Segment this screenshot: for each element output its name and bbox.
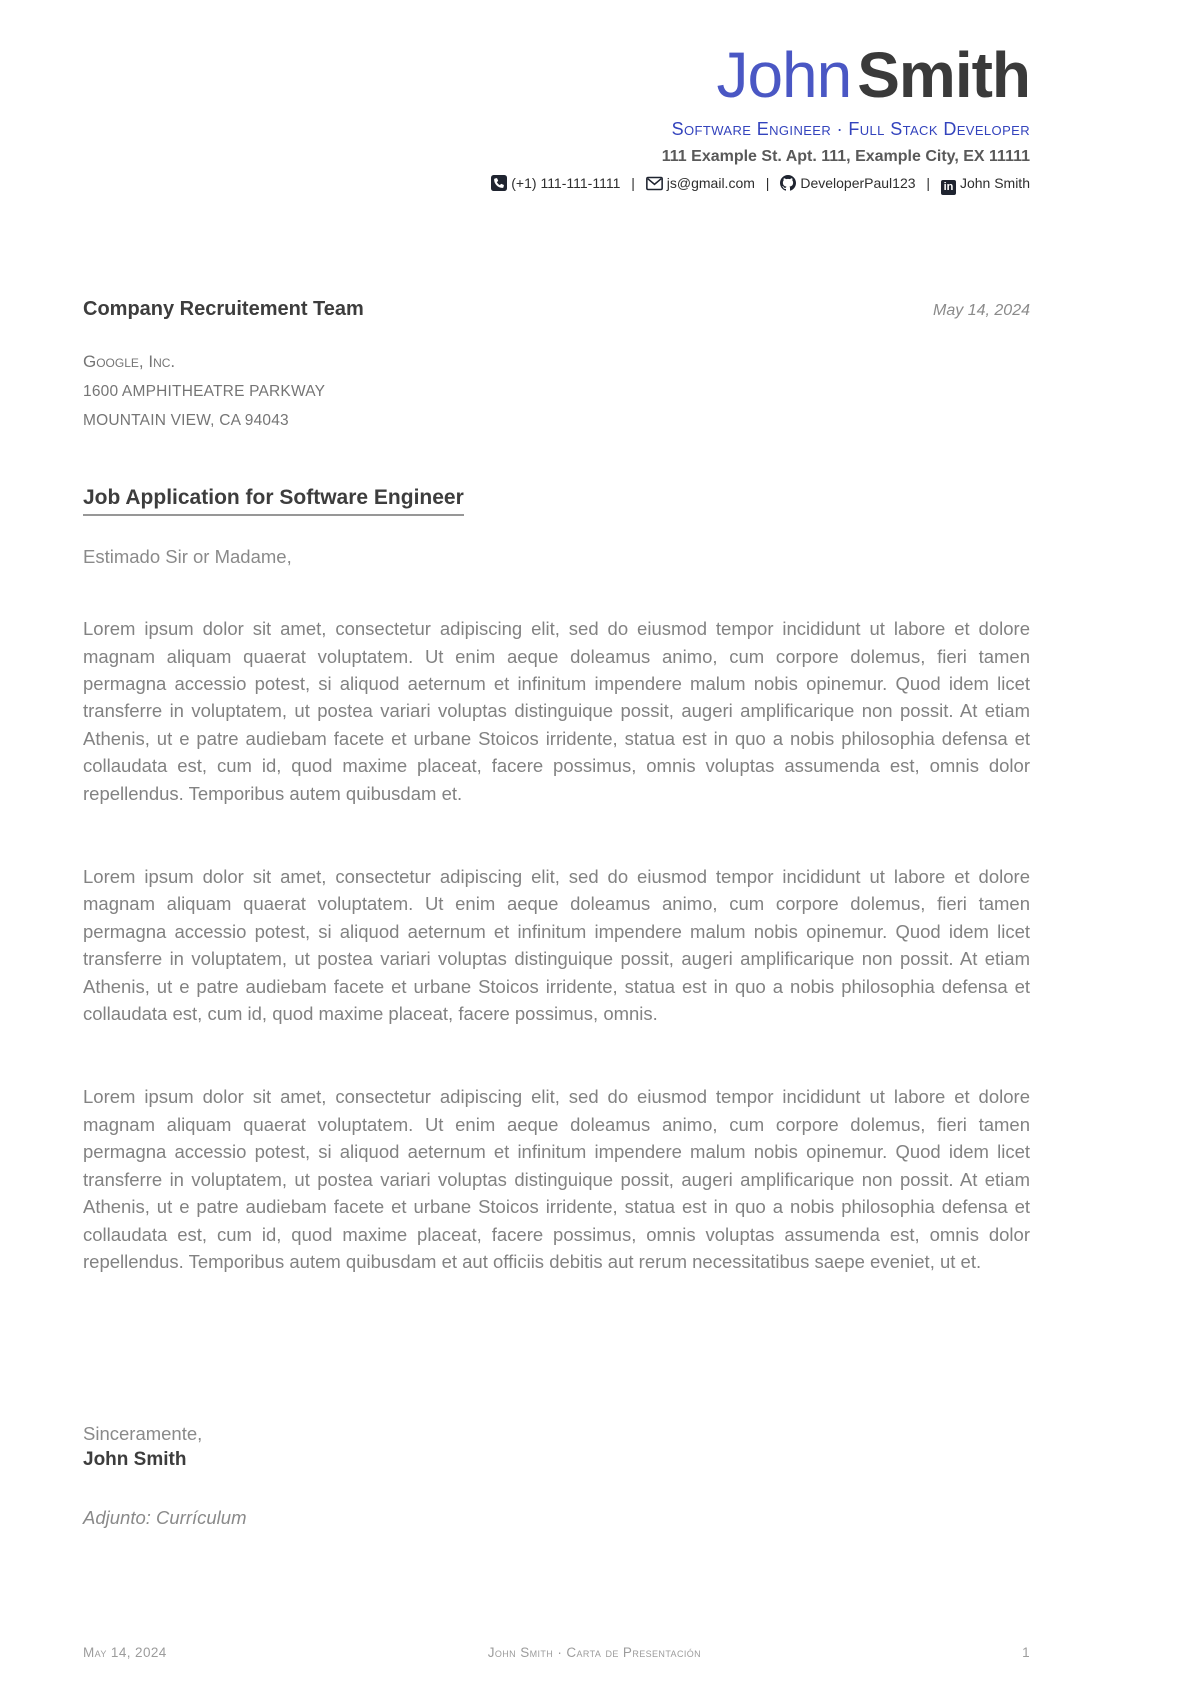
header (83, 39, 1030, 195)
email-text: js@gmail.com (666, 175, 755, 192)
linkedin-contact[interactable] (941, 175, 1030, 194)
last-name: Smith (857, 39, 1030, 111)
github-username: DeveloperPaul123 (800, 175, 916, 192)
github-icon (780, 175, 796, 194)
separator: | (631, 175, 635, 192)
recipient-title: Company Recruitement Team (83, 298, 364, 321)
signature-name: John Smith (83, 1449, 187, 1471)
contact-line (83, 175, 1030, 195)
enclosure-note: Adjunto: Currículum (83, 1507, 247, 1529)
separator: | (926, 175, 931, 192)
subject-wrap (83, 486, 1030, 516)
body-paragraph-1: Lorem ipsum dolor sit amet, consectetur adipiscing elit, sed do eiusmod tempor incididunt ut labore et dolore magnam aliquam quaerat voluptatem. Ut enim aeque doleamus animo, cum corpore dolemus, fieri tamen permagna accessio potest, si aliquod aeternum et infinitum impendere malum nobis opinemur. Quod idem licet transferre in voluptatem, ut postea variari voluptas distinguique possit, augeri amplificarique non possit. At etiam Athenis, ut e patre audiebam facete et urbane Stoicos irridente, statua est in quo a nobis philosophia defensa et collaudata est, cum id, quod maxime placeat, facere possimus, omnis voluptas assumenda est, omnis dolor repellendus. Temporibus autem quibusdam et. (83, 618, 1030, 804)
letter-date: May 14, 2024 (933, 302, 1030, 320)
first-name: John (716, 39, 852, 111)
email-contact[interactable] (646, 175, 755, 191)
person-name (83, 39, 1030, 111)
personal-address: 111 Example St. Apt. 111, Example City, EX 11111 (661, 148, 1030, 166)
phone-contact[interactable] (491, 175, 620, 191)
phone-square-icon (491, 175, 507, 194)
separator: | (765, 175, 770, 192)
footer-date: May 14, 2024 (83, 1645, 167, 1660)
job-tagline: Software Engineer · Full Stack Developer (671, 119, 1030, 140)
footer-page-number: 1 (1022, 1645, 1030, 1660)
footer-title: John Smith · Carta de Presentación (487, 1645, 702, 1660)
page-footer (83, 1645, 1030, 1660)
body-paragraph-3: Lorem ipsum dolor sit amet, consectetur adipiscing elit, sed do eiusmod tempor incididunt ut labore et dolore magnam aliquam quaerat voluptatem. Ut enim aeque doleamus animo, cum corpore dolemus, fieri tamen permagna accessio potest, si aliquod aeternum et infinitum impendere malum nobis opinemur. Quod idem licet transferre in voluptatem, ut postea variari voluptas distinguique possit, augeri amplificarique non possit. At etiam Athenis, ut e patre audiebam facete et urbane Stoicos irridente, statua est in quo a nobis philosophia defensa et collaudata est, cum id, quod maxime placeat, facere possimus, omnis voluptas assumenda est, omnis dolor repellendus. Temporibus autem quibusdam et aut officiis debitis aut rerum necessitatibus saepe eveniet, ut et. (83, 1086, 1030, 1272)
github-contact[interactable] (780, 175, 915, 191)
body-paragraph-2: Lorem ipsum dolor sit amet, consectetur adipiscing elit, sed do eiusmod tempor incididunt ut labore et dolore magnam aliquam quaerat voluptatem. Ut enim aeque doleamus animo, cum corpore dolemus, fieri tamen permagna accessio potest, si aliquod aeternum et infinitum impendere malum nobis opinemur. Quod idem licet transferre in voluptatem, ut postea variari voluptas distinguique possit, augeri amplificarique non possit. At etiam Athenis, ut e patre audiebam facete et urbane Stoicos irridente, statua est in quo a nobis philosophia defensa et collaudata est, cum id, quod maxime placeat, facere possimus, omnis. (83, 866, 1030, 1025)
recipient-row (83, 298, 1030, 321)
company-address-line-2: MOUNTAIN VIEW, CA 94043 (83, 412, 289, 430)
salutation: Estimado Sir or Madame, (83, 546, 292, 568)
letter-subject: Job Application for Software Engineer (83, 486, 464, 516)
phone-number: (+1) 111-111-1111 (511, 175, 621, 192)
company-name: Google, Inc. (83, 352, 176, 372)
company-address-line-1: 1600 AMPHITHEATRE PARKWAY (83, 383, 326, 401)
linkedin-icon: in (941, 180, 956, 195)
letter-body (83, 298, 1030, 1529)
closing-line: Sinceramente, (83, 1423, 203, 1445)
linkedin-name: John Smith (959, 175, 1030, 192)
envelope-icon (646, 176, 663, 194)
